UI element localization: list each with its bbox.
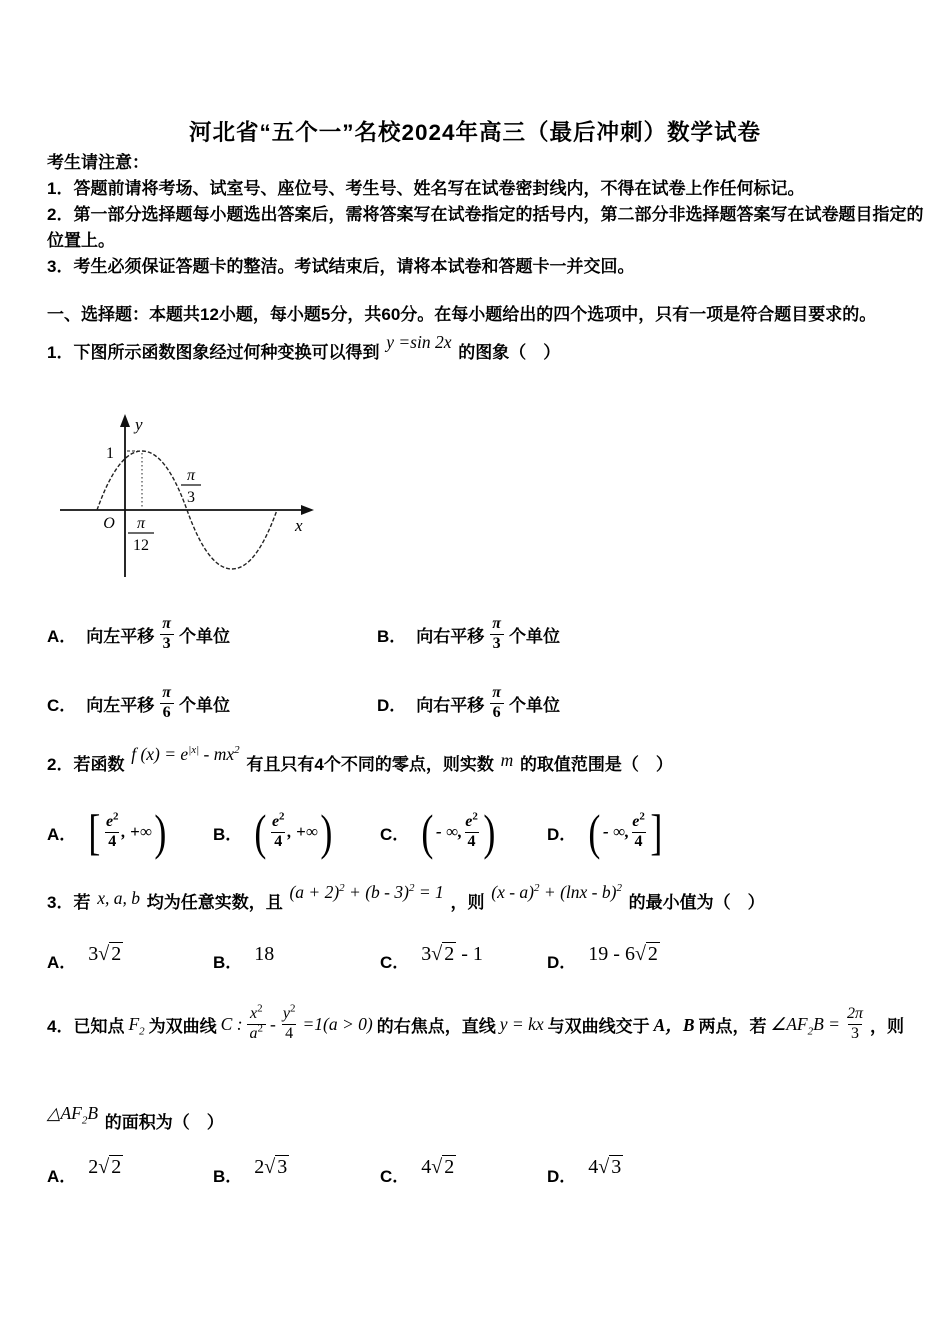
right-bracket: ] xyxy=(650,804,663,860)
q3-stem-post: 的最小值为（ ） xyxy=(628,893,765,912)
q4-stem-mid5: ，则 xyxy=(869,1016,904,1036)
option-label: B． xyxy=(377,626,407,646)
question-2-stem xyxy=(47,744,675,775)
q2-formula: f $(x) = e^{|x|} - mx^2$ xyxy=(131,744,240,764)
notes-header: 考生请注意： xyxy=(47,153,149,172)
option-label: B． xyxy=(213,1167,243,1186)
q2-option-a xyxy=(47,799,169,865)
one-label: 1 xyxy=(106,445,114,462)
q2-option-d xyxy=(547,799,664,865)
q3-vars: x, a, b xyxy=(97,888,140,908)
x2-over-a2-fraction: $\frac{x^2}{a^2}$ xyxy=(247,1005,267,1043)
e2-over-4-fraction: $\frac{e^2}{4}$ xyxy=(271,810,285,850)
option-text-post: 个单位 xyxy=(509,695,561,715)
q2-option-b xyxy=(213,799,335,865)
option-label: C． xyxy=(380,953,410,972)
origin-label: O xyxy=(103,515,115,532)
triangle-AF2B: $\triangle AF_2B$ xyxy=(47,1103,99,1127)
q4-stem-mid3: 与双曲线交于 xyxy=(547,1016,650,1036)
q4-F2: $F_2$ xyxy=(128,1013,145,1037)
q4-option-a xyxy=(47,1155,123,1187)
option-text-post: 个单位 xyxy=(509,626,561,646)
q3-option-d xyxy=(547,942,660,973)
line-equation: y = kx xyxy=(499,1013,544,1034)
page-title: 河北省“五个一”名校2024年高三（最后冲刺）数学试卷 xyxy=(188,120,762,145)
option-label: C． xyxy=(47,695,77,715)
q1-option-b xyxy=(377,612,560,656)
interval-pre: - ∞, xyxy=(435,822,463,841)
q3-option-b xyxy=(213,942,274,973)
question-3-stem xyxy=(47,882,767,913)
pi-fraction: $\frac{\pi}{3}$ xyxy=(159,615,174,653)
option-label: A． xyxy=(47,953,77,972)
option-text-post: 个单位 xyxy=(179,626,231,646)
option-text-pre: 向左平移 xyxy=(86,626,155,646)
right-bracket: ) xyxy=(483,804,496,860)
option-value: 3√ 2 - 1 xyxy=(421,943,483,965)
q2-var-m: m xyxy=(500,750,514,770)
note-item-3: 3．考生必须保证答题卡的整洁。考试结束后，请将本试卷和答题卡一并交回。 xyxy=(47,257,635,276)
option-label: B． xyxy=(213,824,243,844)
x-axis-label: x xyxy=(295,516,303,535)
q4-option-d xyxy=(547,1155,623,1187)
q2-option-c xyxy=(380,799,497,865)
question-4-line2 xyxy=(47,1103,226,1133)
e2-over-4-fraction: $\frac{e^2}{4}$ xyxy=(465,810,478,850)
y2-over-4-fraction: $\frac{y^2}{4}$ xyxy=(282,1002,296,1042)
q2-stem-post: 的取值范围是（ ） xyxy=(519,755,673,774)
option-value: 19 - 6√ 2 xyxy=(588,943,658,965)
option-label: D． xyxy=(547,824,577,844)
option-value: 4√ 3 xyxy=(588,1156,622,1178)
interval-post: , +∞ xyxy=(121,822,152,841)
function-graph xyxy=(50,410,330,590)
q3-option-a xyxy=(47,942,123,973)
left-bracket: [ xyxy=(88,804,101,860)
y-axis-label: y xyxy=(135,415,143,434)
pi-over-12-den: 12 xyxy=(133,537,149,554)
option-label: A． xyxy=(47,1167,77,1186)
2pi-over-3-fraction: $\frac{2\pi}{3}$ xyxy=(846,1005,863,1042)
option-text-pre: 向右平移 xyxy=(416,626,485,646)
angle-AF2B: $\angle AF_2B$ = xyxy=(770,1013,840,1037)
hyperbola-C: C : xyxy=(220,1013,243,1034)
q3-stem-mid1: 均为任意实数，且 xyxy=(146,893,283,912)
option-label: A． xyxy=(47,824,77,844)
right-bracket: ) xyxy=(154,804,167,860)
x-axis-arrow xyxy=(301,505,314,515)
section-heading: 一、选择题：本题共12小题，每小题5分，共60分。在每小题给出的四个选项中，只有一项是符合题目要求的。 xyxy=(47,305,877,324)
q4-stem-mid4: 两点，若 xyxy=(698,1016,767,1036)
option-text-pre: 向左平移 xyxy=(86,695,155,715)
right-bracket: ) xyxy=(320,804,333,860)
option-value: 4√ 2 xyxy=(421,1156,455,1178)
pi-over-12-num: π xyxy=(136,515,146,532)
pi-fraction: $\frac{\pi}{3}$ xyxy=(489,615,504,653)
interval-pre: - ∞, xyxy=(602,822,630,841)
question-1-stem xyxy=(47,332,562,363)
option-value: 18 xyxy=(254,943,275,965)
q4-option-c xyxy=(380,1155,456,1187)
option-label: B． xyxy=(213,953,243,972)
q1-option-a xyxy=(47,612,230,656)
note-item-2: 2．第一部分选择题每小题选出答案后，需将答案写在试卷指定的括号内，第二部分非选择题答案写在试卷题目指定的位置上。 xyxy=(47,205,924,250)
y-axis-arrow xyxy=(120,414,130,427)
q4-stem-mid1: 为双曲线 xyxy=(148,1016,217,1036)
q4-stem-mid2: 的右焦点，直线 xyxy=(376,1016,496,1036)
pi-over-3-num: π xyxy=(186,467,196,484)
hyperbola-eq: =1(a > 0) xyxy=(302,1013,373,1034)
q3-equation-1: $(a + 2)^2 + (b - 3)^2 = 1$ xyxy=(289,882,444,902)
q4-option-b xyxy=(213,1155,289,1187)
q1-stem-post: 的图象（ ） xyxy=(458,343,561,362)
points-AB: A，B xyxy=(653,1014,695,1035)
q1-option-d xyxy=(377,681,560,725)
e2-over-4-fraction: $\frac{e^2}{4}$ xyxy=(632,810,645,850)
q3-option-c xyxy=(380,942,483,973)
option-label: C． xyxy=(380,1167,410,1186)
option-label: D． xyxy=(547,1167,577,1186)
e2-over-4-fraction: $\frac{e^2}{4}$ xyxy=(105,810,119,850)
option-value: 2√ 3 xyxy=(254,1156,288,1178)
note-item-1: 1．答题前请将考场、试室号、座位号、考生号、姓名写在试卷密封线内，不得在试卷上作任何标记。 xyxy=(47,179,805,198)
q3-equation-2: (x - a)$^2$ + (lnx - b)$^2$ xyxy=(491,882,622,902)
question-4-stem xyxy=(47,998,908,1050)
left-bracket: ( xyxy=(588,804,601,860)
option-label: D． xyxy=(377,695,407,715)
q4-stem-post: 的面积为（ ） xyxy=(104,1113,224,1132)
q2-stem-mid: 有且只有4个不同的零点，则实数 xyxy=(246,755,494,774)
pi-over-3-den: 3 xyxy=(187,489,195,506)
pi-fraction: $\frac{\pi}{6}$ xyxy=(489,684,504,722)
q2-stem-pre: 2．若函数 xyxy=(47,755,125,774)
interval-post: , +∞ xyxy=(287,822,318,841)
q1-formula: y =sin 2x xyxy=(386,332,452,352)
pi-fraction: $\frac{\pi}{6}$ xyxy=(159,684,174,722)
q3-stem-mid2: ，则 xyxy=(450,893,485,912)
q4-stem-pre: 4．已知点 xyxy=(47,1016,125,1036)
q3-stem-pre: 3．若 xyxy=(47,893,91,912)
option-text-pre: 向右平移 xyxy=(416,695,485,715)
minus-sign: - xyxy=(270,1013,276,1034)
option-value: 3√ 2 xyxy=(88,943,122,965)
left-bracket: ( xyxy=(421,804,434,860)
left-bracket: ( xyxy=(254,804,267,860)
option-text-post: 个单位 xyxy=(179,695,231,715)
q1-option-c xyxy=(47,681,230,725)
option-value: 2√ 2 xyxy=(88,1156,122,1178)
option-label: D． xyxy=(547,953,577,972)
option-label: C． xyxy=(380,824,410,844)
option-label: A． xyxy=(47,626,77,646)
q1-stem-pre: 1．下图所示函数图象经过何种变换可以得到 xyxy=(47,343,380,362)
